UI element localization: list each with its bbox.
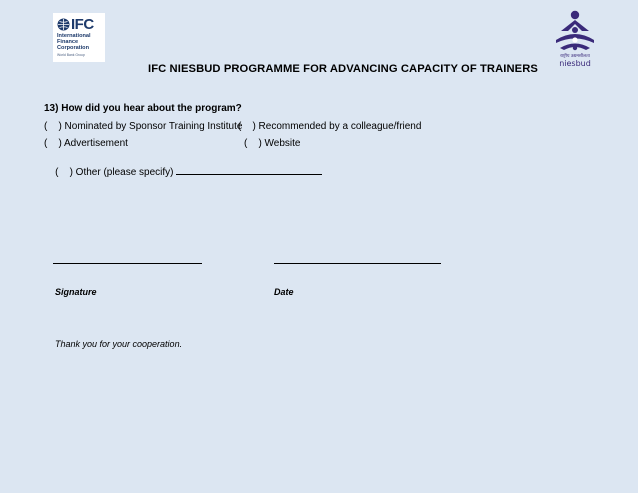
option-other[interactable] xyxy=(44,154,322,189)
date-line[interactable] xyxy=(274,263,441,264)
signature-label: Signature xyxy=(55,287,97,297)
thanks-note: Thank you for your cooperation. xyxy=(55,339,183,349)
niesbud-logo xyxy=(550,10,600,70)
globe-icon xyxy=(57,18,70,31)
page-title xyxy=(0,63,638,75)
ifc-name-line: International xyxy=(57,33,91,39)
option-website[interactable]: ( ) Website xyxy=(244,138,301,149)
niesbud-emblem-icon xyxy=(550,10,600,54)
option-other-label: ( ) Other (please specify) xyxy=(55,167,177,178)
question-13: 13) How did you hear about the program? xyxy=(44,103,242,114)
niesbud-hindi-text: राष्ट्रीय उद्यमशीलता xyxy=(560,54,590,59)
option-sponsor[interactable]: ( ) Nominated by Sponsor Training Institute xyxy=(44,121,243,132)
option-advertisement[interactable]: ( ) Advertisement xyxy=(44,138,128,149)
ifc-logo-name xyxy=(57,33,102,52)
other-specify-field[interactable] xyxy=(176,165,322,175)
ifc-name-line: Finance xyxy=(57,39,79,46)
option-colleague[interactable]: ( ) Recommended by a colleague/friend xyxy=(238,121,422,132)
signature-line[interactable] xyxy=(53,263,202,264)
ifc-logo-subtitle: World Bank Group xyxy=(57,52,85,57)
date-label: Date xyxy=(274,287,294,297)
niesbud-name: niesbud xyxy=(559,59,591,68)
ifc-logo xyxy=(53,13,105,62)
page-title-text: IFC NIESBUD PROGRAMME FOR ADVANCING CAPACITY OF TRAINERS xyxy=(148,63,538,75)
ifc-name-line: Corporation xyxy=(57,45,90,52)
ifc-logo-mark: IFC xyxy=(71,15,94,33)
